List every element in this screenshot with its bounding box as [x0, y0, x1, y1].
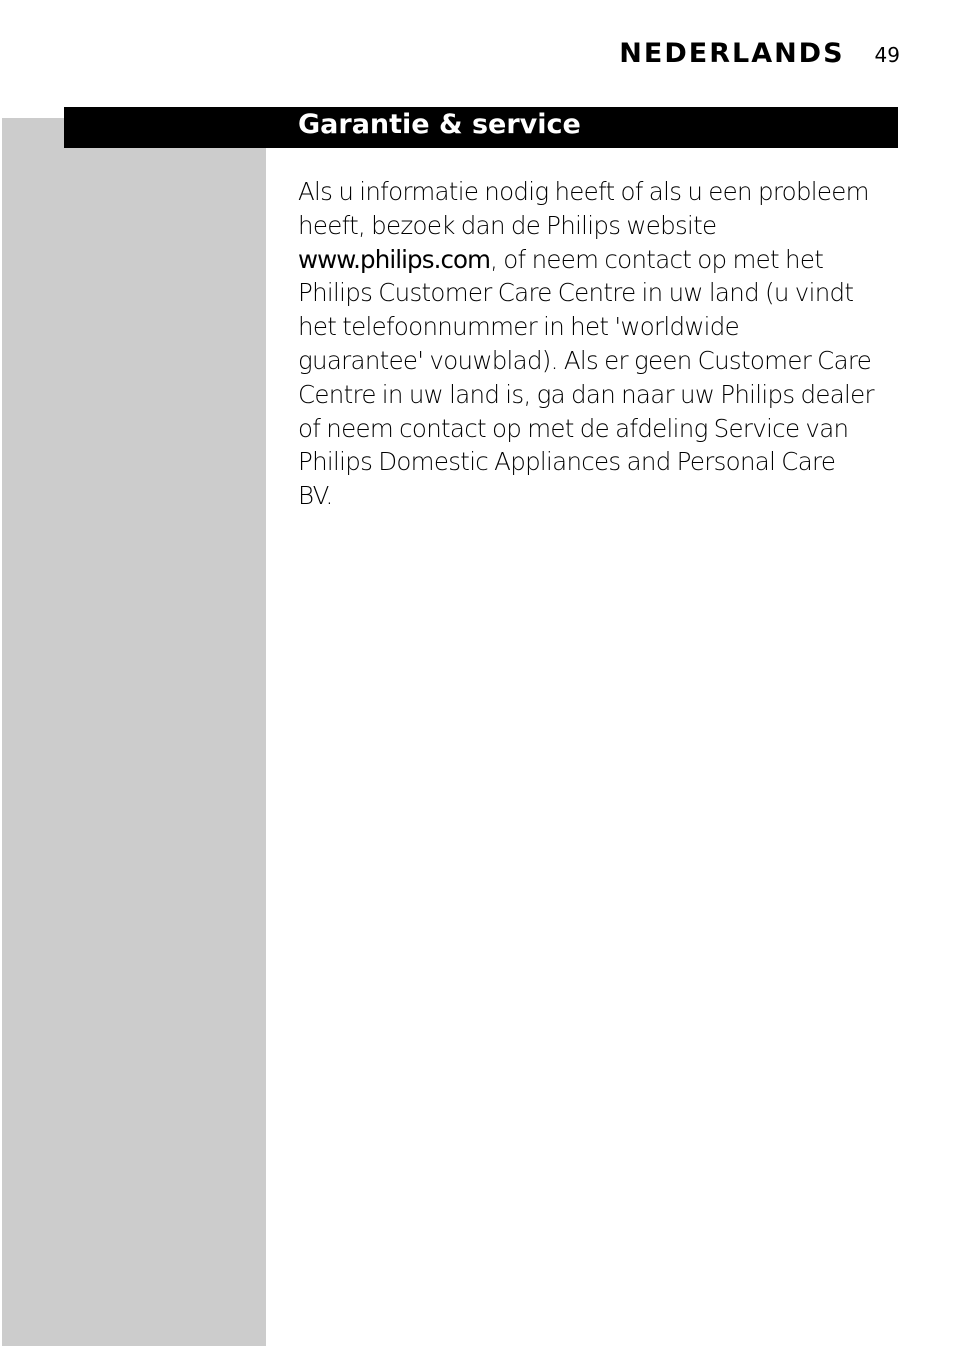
- body-line: Philips Customer Care Centre in uw land (u vindt: [298, 278, 854, 308]
- body-line: BV.: [298, 481, 333, 511]
- body-line: of neem contact op met de afdeling Service van: [298, 413, 849, 443]
- section-title: Garantie & service: [298, 109, 581, 140]
- body-line-with-link: [298, 243, 898, 277]
- body-line-rest: , of neem contact op met het: [490, 244, 824, 274]
- page-header: [619, 38, 900, 69]
- body-line: heeft, bezoek dan de Philips website: [298, 210, 717, 240]
- body-line: Centre in uw land is, ga dan naar uw Philips dealer: [298, 379, 874, 409]
- body-line: het telefoonnummer in het 'worldwide: [298, 312, 739, 342]
- body-line: Philips Domestic Appliances and Personal Care: [298, 447, 836, 477]
- page-number: 49: [874, 43, 900, 67]
- language-label: NEDERLANDS: [619, 38, 845, 69]
- left-margin-column: [2, 118, 266, 1346]
- section-body: [298, 175, 898, 513]
- body-line: guarantee' vouwblad). Als er geen Customer Care: [298, 345, 872, 375]
- body-line: Als u informatie nodig heeft of als u een probleem: [298, 177, 869, 206]
- website-link[interactable]: www.philips.com: [298, 244, 491, 274]
